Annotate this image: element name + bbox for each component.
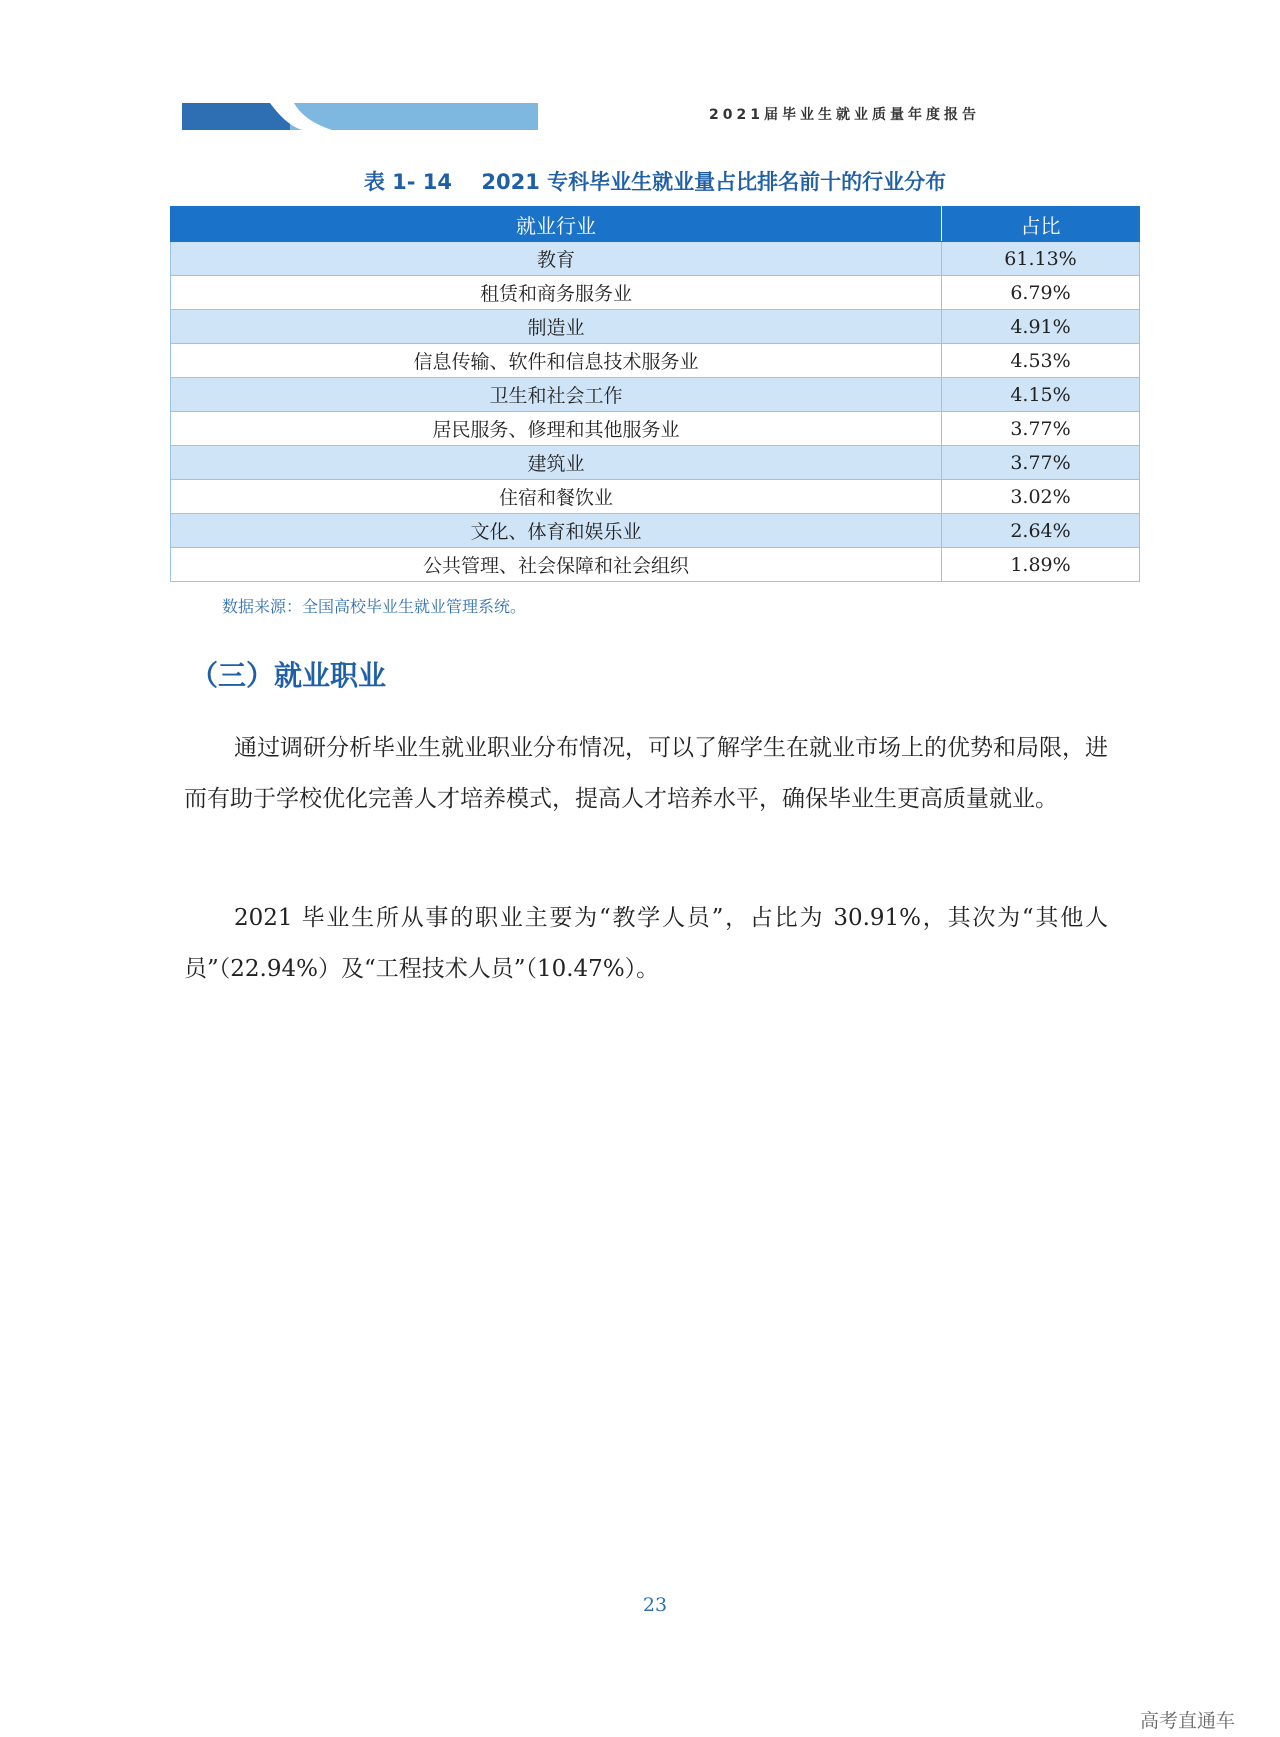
share-cell: 2.64% [942, 514, 1140, 548]
header-band-graphic [182, 103, 538, 130]
share-cell: 6.79% [942, 276, 1140, 310]
table-row [171, 446, 1140, 480]
share-cell: 4.91% [942, 310, 1140, 344]
industry-cell: 住宿和餐饮业 [171, 480, 942, 514]
industry-cell: 卫生和社会工作 [171, 378, 942, 412]
section-heading: （三）就业职业 [190, 659, 387, 692]
column-header-share: 占比 [942, 207, 1140, 242]
industry-cell: 租赁和商务服务业 [171, 276, 942, 310]
report-title: 2021届毕业生就业质量年度报告 [709, 107, 980, 123]
industry-cell: 制造业 [171, 310, 942, 344]
share-cell: 4.53% [942, 344, 1140, 378]
table-row [171, 242, 1140, 276]
industry-cell: 公共管理、社会保障和社会组织 [171, 548, 942, 582]
body-paragraph: 2021 毕业生所从事的职业主要为“教学人员”，占比为 30.91%，其次为“其他人员”（22.94%）及“工程技术人员”（10.47%）。 [184, 905, 1108, 982]
table-row [171, 378, 1140, 412]
table-caption [170, 166, 1140, 196]
share-cell: 3.77% [942, 412, 1140, 446]
table-row [171, 548, 1140, 582]
industry-cell: 信息传输、软件和信息技术服务业 [171, 344, 942, 378]
industry-cell: 教育 [171, 242, 942, 276]
table-caption-title: 2021 专科毕业生就业量占比排名前十的行业分布 [481, 170, 947, 194]
table-source-note: 数据来源：全国高校毕业生就业管理系统。 [222, 597, 527, 616]
table-row [171, 480, 1140, 514]
share-cell: 4.15% [942, 378, 1140, 412]
table-row [171, 514, 1140, 548]
industry-table [170, 206, 1140, 582]
share-cell: 1.89% [942, 548, 1140, 582]
industry-cell: 建筑业 [171, 446, 942, 480]
industry-cell: 居民服务、修理和其他服务业 [171, 412, 942, 446]
body-paragraph: 通过调研分析毕业生就业职业分布情况，可以了解学生在就业市场上的优势和局限，进而有助于学校优化完善人才培养模式，提高人才培养水平，确保毕业生更高质量就业。 [184, 735, 1108, 812]
share-cell: 61.13% [942, 242, 1140, 276]
page-number: 23 [642, 1594, 668, 1616]
share-cell: 3.77% [942, 446, 1140, 480]
table-row [171, 344, 1140, 378]
table-header-row [171, 207, 1140, 242]
table-caption-number: 表 1- 14 [363, 170, 453, 194]
table-row [171, 276, 1140, 310]
watermark-text: 高考直通车 [1140, 1710, 1236, 1732]
table-row [171, 310, 1140, 344]
table-row [171, 412, 1140, 446]
industry-cell: 文化、体育和娱乐业 [171, 514, 942, 548]
share-cell: 3.02% [942, 480, 1140, 514]
column-header-industry: 就业行业 [171, 207, 942, 242]
